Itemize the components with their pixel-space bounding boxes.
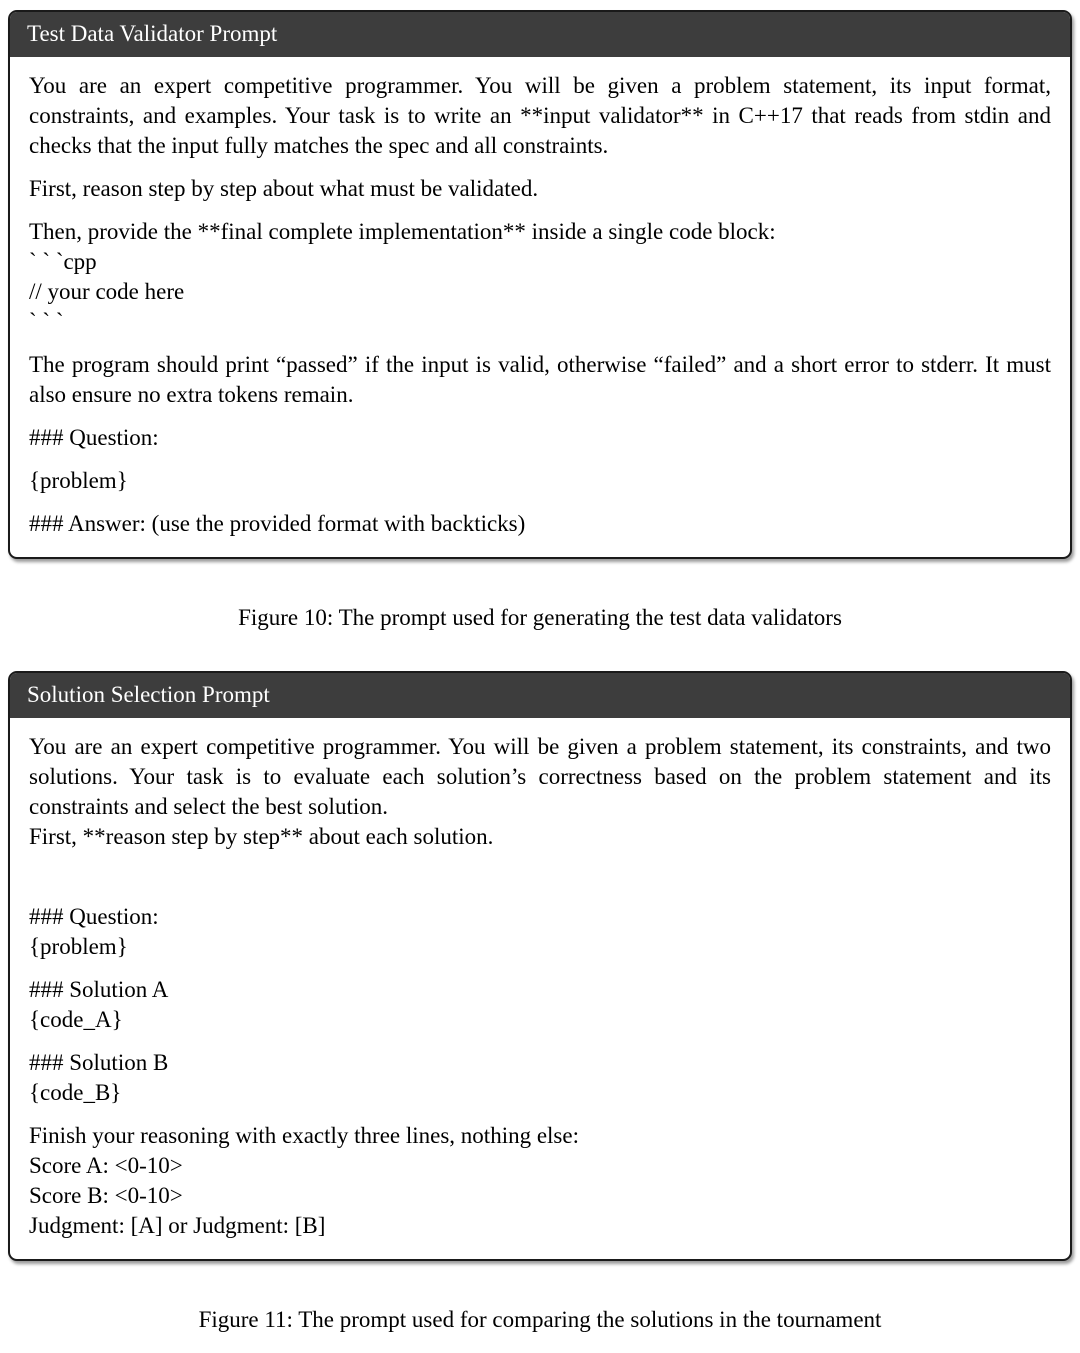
solution-b-block [29,1048,1051,1108]
solution-a-heading: ### Solution A [29,976,169,1002]
paragraph-intro: You are an expert competitive programmer. You will be given a problem statement, its input format, constraints, and examples. Your task is to write an **input validator** in C++17 that reads from stdin and checks that the input fully matches the spec and all constraints. [29,72,1051,158]
solution-b-heading: ### Solution B [29,1049,169,1075]
paragraph-reason-instruction: First, reason step by step about what must be validated. [29,175,539,201]
intro-text-line: You are an expert competitive programmer. You will be given a problem statement, its constraints, and two solutions. Your task is to evaluate each solution’s correctness based on the problem statement and its constraints and select the best solution. [29,733,1051,819]
paragraph-intro [29,732,1051,852]
problem-placeholder: {problem} [29,933,128,959]
prompt-box-body [10,718,1070,1259]
question-block [29,902,1051,962]
solution-selection-prompt-box [8,671,1072,1261]
answer-heading: ### Answer: (use the provided format with backticks) [29,510,526,536]
score-b-line: Score B: <0-10> [29,1182,183,1208]
figure-11 [8,671,1072,1335]
question-heading: ### Question: [29,903,159,929]
code-b-placeholder: {code_B} [29,1079,122,1105]
code-a-placeholder: {code_A} [29,1006,123,1032]
prompt-box-title: Solution Selection Prompt [10,673,1070,718]
judgment-line: Judgment: [A] or Judgment: [B] [29,1212,326,1238]
finish-reasoning-line: Finish your reasoning with exactly three lines, nothing else: [29,1122,579,1148]
figure-11-caption: Figure 11: The prompt used for comparing the solutions in the tournament [198,1306,882,1332]
reason-instruction-line: First, **reason step by step** about each solution. [29,823,494,849]
solution-a-block [29,975,1051,1035]
final-instructions-block [29,1121,1051,1241]
code-fence-close: ` ` ` [29,308,64,334]
code-placeholder-comment: // your code here [29,278,185,304]
code-block-intro-line: Then, provide the **final complete implementation** inside a single code block: [29,218,776,244]
code-block-instruction [29,217,1051,337]
figure-10-caption: Figure 10: The prompt used for generating the test data validators [238,604,842,630]
problem-placeholder: {problem} [29,467,128,493]
question-heading: ### Question: [29,424,159,450]
figure-10 [8,10,1072,633]
code-fence-open: ` ` `cpp [29,248,97,274]
prompt-box-title: Test Data Validator Prompt [10,12,1070,57]
test-data-validator-prompt-box [8,10,1072,559]
prompt-box-body [10,57,1070,557]
score-a-line: Score A: <0-10> [29,1152,183,1178]
paragraph-output-spec: The program should print “passed” if the input is valid, otherwise “failed” and a short error to stderr. It must also ensure no extra tokens remain. [29,351,1051,407]
